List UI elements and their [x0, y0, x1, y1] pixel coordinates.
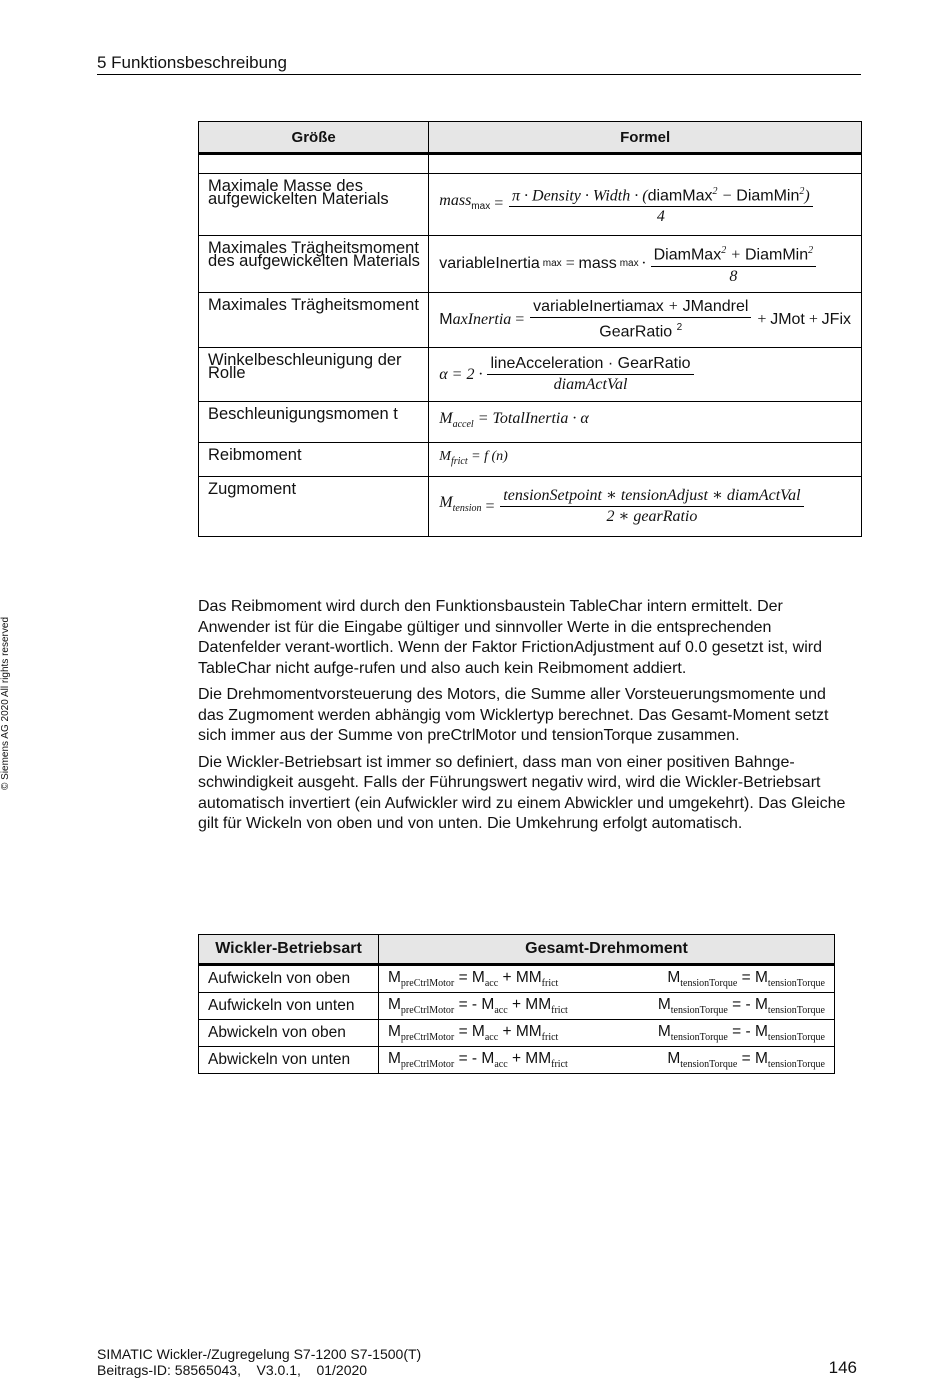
formula-inertia-total: MaxInertia = $\frac{\text{variableInertiamax + JMandrel}}{GearRatio ^2}$ + JMot + JFix — [429, 293, 862, 348]
table-row — [199, 1020, 835, 1047]
page-header: 5 Funktionsbeschreibung — [97, 53, 861, 75]
row-label: Winkelbeschleunigung der Rolle — [199, 348, 429, 402]
page-footer — [97, 1346, 857, 1378]
row-label: Reibmoment — [199, 443, 429, 477]
page-number: 146 — [828, 1358, 857, 1377]
mode-cell: Aufwickeln von oben — [199, 965, 379, 993]
formula-acceleration-torque: $M_{accel}$ = TotalInertia · α — [429, 402, 862, 443]
header-formula: Formel — [429, 122, 862, 154]
table-row — [199, 965, 835, 993]
torque-cell: $M_{preCtrlMotor} = M_{acc} + MM_{frict}$ $M_{tensionTorque}$ = - $M_{tensionTorque}$ — [379, 1020, 835, 1047]
paragraph: Die Wickler-Betriebsart ist immer so definiert, dass man von einer positiven Bahnge-schwindigkeit ausgeht. Falls der Führungswert negativ wird, wird die Wickler-Betriebsart automatisch invertiert (ein Aufwickler wird zu einem Abwickler und umgekehrt). Das Gleiche gilt für Wickeln von oben und von unten. Die Umkehrung erfolgt automatisch. — [198, 753, 846, 832]
mode-cell: Aufwickeln von unten — [199, 993, 379, 1020]
table-row — [199, 293, 862, 348]
table-row — [199, 443, 862, 477]
torque-table-header — [199, 935, 835, 965]
paragraph: Das Reibmoment wird durch den Funktionsbaustein TableChar intern ermittelt. Der Anwender ist für die Eingabe gültiger und sinnvoller Werte in die entsprechenden Datenfelder verant-wortlich. Wenn der Faktor FrictionAdjustment auf 0.0 gesetzt ist, wird TableChar nicht aufge-rufen und also auch kein Reibmoment addiert. — [198, 598, 822, 677]
copyright-note: © Siemens AG 2020 All rights reserved — [0, 616, 11, 790]
row-label: Maximales Trägheitsmoment — [199, 293, 429, 348]
formula-inertia-material: variableInertia max = mass max · $\frac{DiamMax^2 + DiamMin^2}{8}$ — [429, 236, 862, 293]
header-torque: Gesamt-Drehmoment — [379, 935, 835, 965]
formula-friction-torque: $M_{frict} = f$ (n) — [429, 443, 862, 477]
header-mode: Wickler-Betriebsart — [199, 935, 379, 965]
row-label: Beschleunigungsmomen t — [199, 402, 429, 443]
formula-table-header — [199, 122, 862, 154]
paragraph: Die Drehmomentvorsteuerung des Motors, die Summe aller Vorsteuerungsmomente und das Zugmoment werden abhängig vom Wicklertyp berechnet. Das Gesamt-Moment setzt sich immer aus der Summe von preCtrlMotor und tensionTorque zusammen. — [198, 686, 829, 744]
body-text — [198, 597, 853, 841]
table-row — [199, 236, 862, 293]
header-quantity: Größe — [199, 122, 429, 154]
row-label: Maximales Trägheitsmoment des aufgewickelten Materials — [199, 236, 429, 293]
row-label: Maximale Masse des aufgewickelten Materials — [199, 174, 429, 236]
formula-angular-acceleration: α = 2 · $\frac{\text{lineAcceleration · GearRatio}}{\text{diamActVal}}$ — [429, 348, 862, 402]
mode-cell: Abwickeln von unten — [199, 1047, 379, 1074]
table-row — [199, 1047, 835, 1074]
torque-cell: $M_{preCtrlMotor} = M_{acc} + MM_{frict}$ $M_{tensionTorque} = M_{tensionTorque}$ — [379, 965, 835, 993]
footer-article-id: Beitrags-ID: 58565043, V3.0.1, 01/2020 — [97, 1362, 368, 1378]
formula-tension-torque: $M_{tension}$ = $\frac{\text{tensionSetpoint ∗ tensionAdjust ∗ diamActVal}}{\text{2 ∗ gearRatio}}$ — [429, 477, 862, 537]
torque-cell: $M_{preCtrlMotor}$ = - $M_{acc} + MM_{frict}$ $M_{tensionTorque} = M_{tensionTorque}$ — [379, 1047, 835, 1074]
table-row — [199, 477, 862, 537]
footer-product: SIMATIC Wickler-/Zugregelung S7-1200 S7-1500(T) — [97, 1346, 422, 1362]
table-row — [199, 993, 835, 1020]
torque-cell: $M_{preCtrlMotor}$ = - $M_{acc} + MM_{frict}$ $M_{tensionTorque}$ = - $M_{tensionTorque}$ — [379, 993, 835, 1020]
formula-table — [198, 121, 862, 537]
table-row — [199, 402, 862, 443]
row-label: Zugmoment — [199, 477, 429, 537]
torque-table — [198, 934, 835, 1074]
table-row — [199, 348, 862, 402]
formula-mass-max: mass$_{max}$ = $\frac{\pi \cdot Density \cdot Width \cdot (diamMax^2 - DiamMin^2)}{4}$ — [429, 174, 862, 236]
table-row — [199, 174, 862, 236]
mode-cell: Abwickeln von oben — [199, 1020, 379, 1047]
spacer-row — [199, 154, 862, 174]
